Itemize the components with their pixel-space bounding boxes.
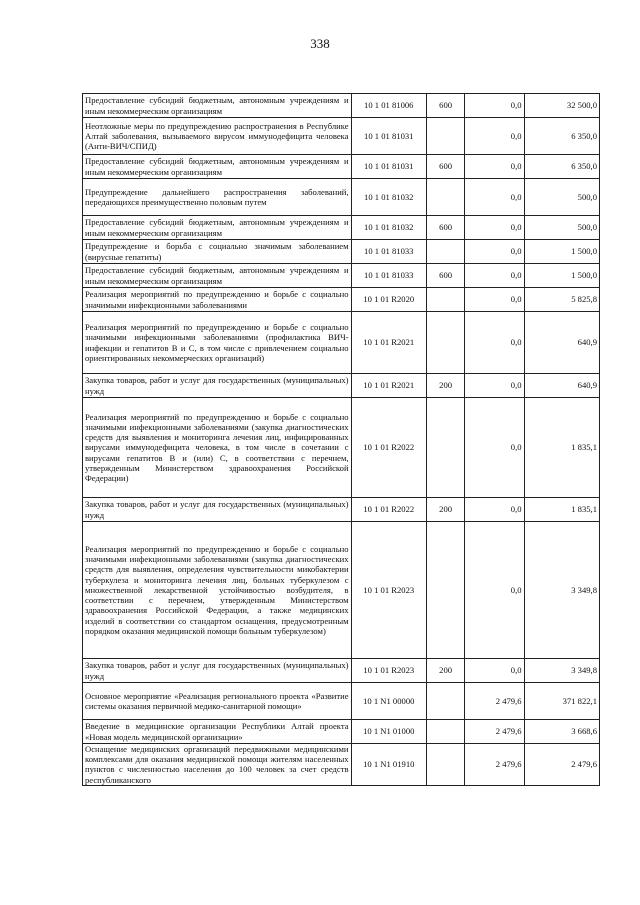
row-amount-1-cell: 0,0 [465, 264, 524, 288]
row-amount-1-cell: 0,0 [465, 118, 524, 155]
row-amount-1-cell: 0,0 [465, 155, 524, 179]
row-amount-2-cell: 1 835,1 [524, 498, 599, 522]
row-name-cell: Предоставление субсидий бюджетным, автономным учреждениям и иным некоммерческим организациям [83, 264, 352, 288]
row-expense-type-cell: 600 [426, 94, 464, 118]
row-amount-2-cell: 640,9 [524, 312, 599, 374]
row-amount-2-cell: 3 349,8 [524, 659, 599, 683]
row-code-cell: 10 1 01 81031 [351, 118, 426, 155]
row-expense-type-cell [426, 240, 464, 264]
row-name-cell: Предупреждение и борьба с социально значимым заболеванием (вирусные гепатиты) [83, 240, 352, 264]
row-amount-1-cell: 0,0 [465, 659, 524, 683]
row-code-cell: 10 1 N1 00000 [351, 683, 426, 720]
row-name-cell: Предоставление субсидий бюджетным, автономным учреждениям и иным некоммерческим организациям [83, 216, 352, 240]
row-code-cell: 10 1 01 81031 [351, 155, 426, 179]
table-row [83, 240, 600, 264]
row-expense-type-cell [426, 522, 464, 659]
row-expense-type-cell: 200 [426, 659, 464, 683]
row-name-cell: Оснащение медицинских организаций передвижными медицинскими комплексами для оказания медицинской помощи жителям населенных пунктов с численностью населения до 100 человек за счет средств республиканского [83, 744, 352, 786]
row-amount-1-cell: 0,0 [465, 240, 524, 264]
row-code-cell: 10 1 01 81033 [351, 240, 426, 264]
budget-table [82, 93, 600, 786]
row-code-cell: 10 1 01 81032 [351, 179, 426, 216]
row-expense-type-cell [426, 118, 464, 155]
row-code-cell: 10 1 01 81033 [351, 264, 426, 288]
row-name-cell: Реализация мероприятий по предупреждению и борьбе с социально значимыми инфекционными заболеваниями (профилактика ВИЧ-инфекции и гепатитов В и С, в том числе с привлечением социально ориентированных некоммерческих организаций) [83, 312, 352, 374]
table-row [83, 374, 600, 398]
row-amount-2-cell: 1 500,0 [524, 240, 599, 264]
row-amount-2-cell: 3 668,6 [524, 720, 599, 744]
row-amount-2-cell: 500,0 [524, 216, 599, 240]
table-row [83, 659, 600, 683]
row-amount-1-cell: 0,0 [465, 498, 524, 522]
table-row [83, 155, 600, 179]
row-amount-2-cell: 3 349,8 [524, 522, 599, 659]
row-amount-2-cell: 500,0 [524, 179, 599, 216]
row-amount-2-cell: 1 835,1 [524, 398, 599, 498]
row-expense-type-cell [426, 312, 464, 374]
row-code-cell: 10 1 01 R2023 [351, 522, 426, 659]
row-code-cell: 10 1 01 R2021 [351, 312, 426, 374]
row-expense-type-cell: 600 [426, 216, 464, 240]
row-code-cell: 10 1 N1 01910 [351, 744, 426, 786]
row-expense-type-cell [426, 179, 464, 216]
row-amount-2-cell: 32 500,0 [524, 94, 599, 118]
row-amount-2-cell: 5 825,8 [524, 288, 599, 312]
row-amount-2-cell: 1 500,0 [524, 264, 599, 288]
row-name-cell: Предоставление субсидий бюджетным, автономным учреждениям и иным некоммерческим организациям [83, 94, 352, 118]
row-expense-type-cell: 200 [426, 498, 464, 522]
row-code-cell: 10 1 N1 01000 [351, 720, 426, 744]
table-row [83, 179, 600, 216]
row-amount-1-cell: 0,0 [465, 216, 524, 240]
row-name-cell: Реализация мероприятий по предупреждению и борьбе с социально значимыми инфекционными заболеваниями [83, 288, 352, 312]
row-expense-type-cell [426, 744, 464, 786]
table-row [83, 522, 600, 659]
row-expense-type-cell [426, 398, 464, 498]
row-expense-type-cell [426, 288, 464, 312]
row-code-cell: 10 1 01 R2022 [351, 498, 426, 522]
row-name-cell: Введение в медицинские организации Республики Алтай проекта «Новая модель медицинской организации» [83, 720, 352, 744]
row-code-cell: 10 1 01 R2023 [351, 659, 426, 683]
page-number: 338 [310, 36, 330, 51]
row-amount-1-cell: 0,0 [465, 94, 524, 118]
row-expense-type-cell [426, 720, 464, 744]
row-code-cell: 10 1 01 81006 [351, 94, 426, 118]
row-name-cell: Предоставление субсидий бюджетным, автономным учреждениям и иным некоммерческим организациям [83, 155, 352, 179]
row-expense-type-cell: 600 [426, 264, 464, 288]
row-expense-type-cell: 200 [426, 374, 464, 398]
row-name-cell: Неотложные меры по предупреждению распространения в Республике Алтай заболевания, вызываемого вирусом иммунодефицита человека (Анти-ВИЧ/СПИД) [83, 118, 352, 155]
table-row [83, 94, 600, 118]
row-code-cell: 10 1 01 81032 [351, 216, 426, 240]
row-code-cell: 10 1 01 R2021 [351, 374, 426, 398]
table-row [83, 216, 600, 240]
row-amount-1-cell: 0,0 [465, 312, 524, 374]
row-name-cell: Закупка товаров, работ и услуг для государственных (муниципальных) нужд [83, 659, 352, 683]
row-expense-type-cell: 600 [426, 155, 464, 179]
table-row [83, 398, 600, 498]
row-amount-1-cell: 2 479,6 [465, 683, 524, 720]
row-name-cell: Реализация мероприятий по предупреждению и борьбе с социально значимыми инфекционными заболеваниями (закупка диагностических средств для выявления, определения чувствительности микобактерии туберкулеза и мониторинга лечения лиц, больных туберкулезом с множественной лекарственной устойчивостью возбудителя, в соответствии с перечнем, утвержденным Министерством здравоохранения Российской Федерации, а также медицинских изделий в соответствии со стандартом оснащения, предусмотренным порядком оказания медицинской помощи больным туберкулезом) [83, 522, 352, 659]
table-row [83, 744, 600, 786]
table-row [83, 683, 600, 720]
table-row [83, 720, 600, 744]
table-row [83, 312, 600, 374]
row-name-cell: Предупреждение дальнейшего распространения заболеваний, передающихся преимущественно половым путем [83, 179, 352, 216]
row-amount-2-cell: 2 479,6 [524, 744, 599, 786]
row-name-cell: Основное мероприятие «Реализация регионального проекта «Развитие системы оказания первичной медико-санитарной помощи» [83, 683, 352, 720]
row-code-cell: 10 1 01 R2022 [351, 398, 426, 498]
row-amount-1-cell: 2 479,6 [465, 744, 524, 786]
row-amount-1-cell: 0,0 [465, 398, 524, 498]
row-amount-2-cell: 640,9 [524, 374, 599, 398]
row-amount-2-cell: 6 350,0 [524, 155, 599, 179]
row-name-cell: Реализация мероприятий по предупреждению и борьбе с социально значимыми инфекционными заболеваниями (закупка диагностических средств для выявления и мониторинга лечения лиц, инфицированных вирусами иммунодефицита человека, в том числе в сочетании с вирусами гепатитов В и (или) С, в соответствии с перечнем, утвержденным Министерством здравоохранения Российской Федерации) [83, 398, 352, 498]
table-row [83, 288, 600, 312]
row-amount-2-cell: 371 822,1 [524, 683, 599, 720]
row-amount-1-cell: 2 479,6 [465, 720, 524, 744]
table-row [83, 118, 600, 155]
row-name-cell: Закупка товаров, работ и услуг для государственных (муниципальных) нужд [83, 498, 352, 522]
row-amount-1-cell: 0,0 [465, 374, 524, 398]
table-row [83, 498, 600, 522]
row-amount-1-cell: 0,0 [465, 288, 524, 312]
row-amount-2-cell: 6 350,0 [524, 118, 599, 155]
row-code-cell: 10 1 01 R2020 [351, 288, 426, 312]
row-expense-type-cell [426, 683, 464, 720]
row-amount-1-cell: 0,0 [465, 179, 524, 216]
budget-table-body [83, 94, 600, 786]
table-row [83, 264, 600, 288]
row-name-cell: Закупка товаров, работ и услуг для государственных (муниципальных) нужд [83, 374, 352, 398]
row-amount-1-cell: 0,0 [465, 522, 524, 659]
